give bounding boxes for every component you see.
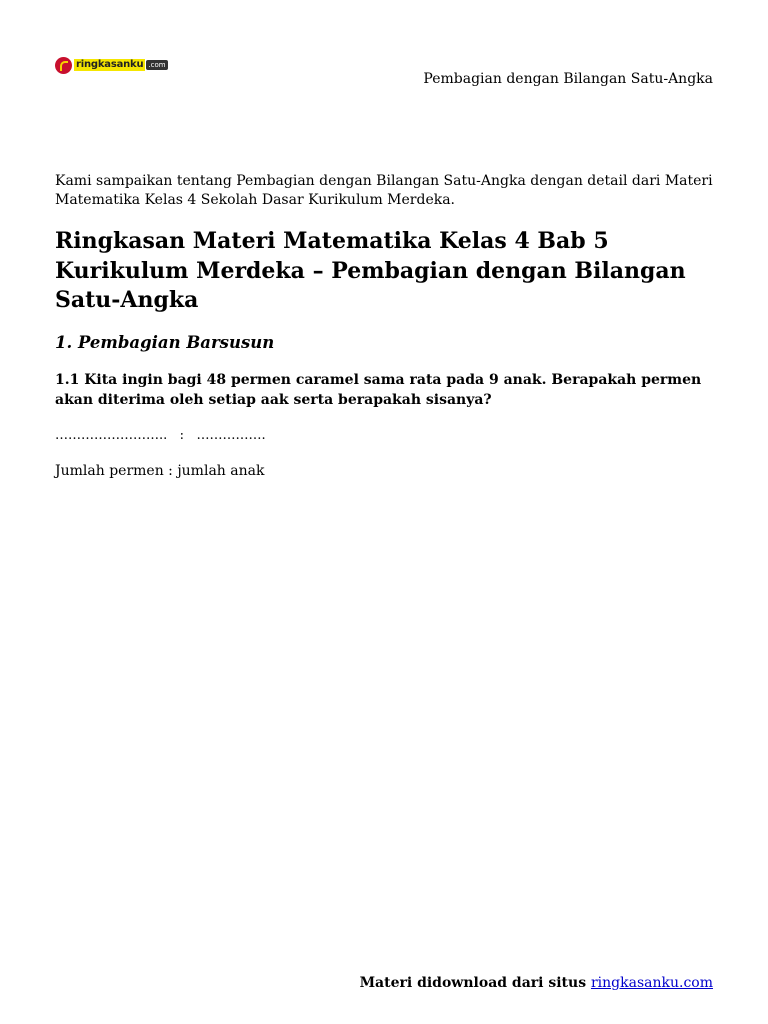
ringkasanku-logo-icon (55, 57, 72, 74)
fill-in-blank-line: …………………….. : ……………. (55, 428, 266, 443)
logo-tld: .com (148, 61, 166, 69)
footer-link[interactable]: ringkasanku.com (590, 975, 713, 991)
header-title: Pembagian dengan Bilangan Satu-Angka (423, 71, 713, 87)
question-text: 1.1 Kita ingin bagi 48 permen caramel sama rata pada 9 anak. Berapakah permen akan diterima oleh setiap aak serta berapakah sisanya? (55, 372, 702, 408)
formula-line: Jumlah permen : jumlah anak (55, 463, 265, 479)
site-logo (55, 56, 177, 74)
section-title: 1. Pembagian Barsusun (55, 333, 275, 352)
logo-text: ringkasanku (76, 59, 144, 70)
footer (360, 974, 713, 993)
footer-label: Materi didownload dari situs (359, 975, 591, 991)
intro-paragraph: Kami sampaikan tentang Pembagian dengan Bilangan Satu-Angka dengan detail dari Materi Matematika Kelas 4 Sekolah Dasar Kurikulum Merdeka. (55, 173, 713, 208)
main-title: Ringkasan Materi Matematika Kelas 4 Bab 5 Kurikulum Merdeka – Pembagian dengan Bilangan Satu-Angka (55, 228, 686, 313)
